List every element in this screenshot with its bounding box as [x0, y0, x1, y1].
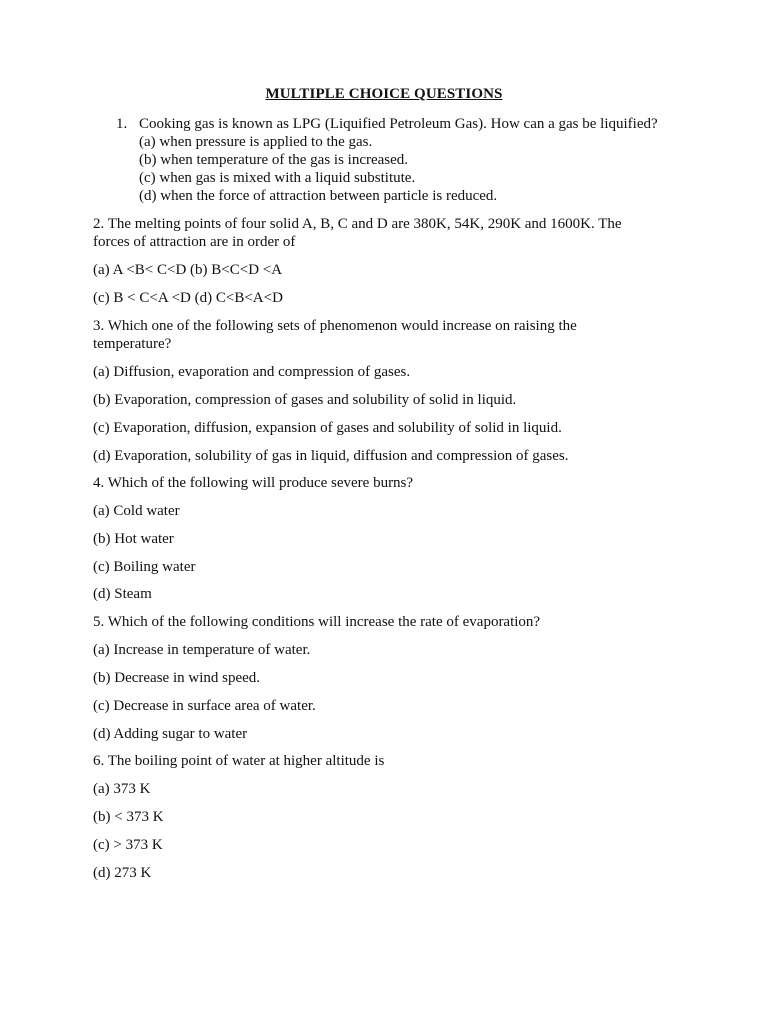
question-4-text: 4. Which of the following will produce severe burns?	[93, 475, 414, 491]
question-3-text-line-1: 3. Which one of the following sets of phenomenon would increase on raising the	[93, 318, 577, 334]
question-3-text-line-2: temperature?	[93, 336, 172, 352]
question-1-option-a: (a) when pressure is applied to the gas.	[139, 134, 373, 150]
question-3-option-b: (b) Evaporation, compression of gases and solubility of solid in liquid.	[93, 392, 517, 408]
question-1-text: Cooking gas is known as LPG (Liquified Petroleum Gas). How can a gas be liquified?	[139, 116, 658, 132]
question-3-option-a: (a) Diffusion, evaporation and compression of gases.	[93, 364, 411, 380]
question-1-option-c: (c) when gas is mixed with a liquid substitute.	[139, 170, 416, 186]
question-5-option-b: (b) Decrease in wind speed.	[93, 670, 261, 686]
question-6-option-a: (a) 373 K	[93, 781, 151, 797]
question-2-options-row-1: (a) A <B< C<D (b) B<C<D <A	[93, 262, 283, 278]
question-1-option-b: (b) when temperature of the gas is increased.	[139, 152, 409, 168]
question-2-options-row-2: (c) B < C<A <D (d) C<B<A<D	[93, 290, 283, 306]
question-6-option-d: (d) 273 K	[93, 865, 152, 881]
question-4-option-d: (d) Steam	[93, 586, 152, 602]
question-6-option-c: (c) > 373 K	[93, 837, 163, 853]
question-6-text: 6. The boiling point of water at higher altitude is	[93, 753, 385, 769]
question-5-option-d: (d) Adding sugar to water	[93, 726, 248, 742]
question-5-option-a: (a) Increase in temperature of water.	[93, 642, 311, 658]
question-3-option-c: (c) Evaporation, diffusion, expansion of gases and solubility of solid in liquid.	[93, 420, 562, 436]
question-4-option-c: (c) Boiling water	[93, 559, 196, 575]
question-2-text-line-2: forces of attraction are in order of	[93, 234, 296, 250]
question-1-number: 1.	[116, 116, 128, 132]
page-title: MULTIPLE CHOICE QUESTIONS	[265, 86, 503, 102]
question-4-option-a: (a) Cold water	[93, 503, 180, 519]
question-1-option-d: (d) when the force of attraction between particle is reduced.	[139, 188, 498, 204]
question-6-option-b: (b) < 373 K	[93, 809, 164, 825]
question-2-text-line-1: 2. The melting points of four solid A, B, C and D are 380K, 54K, 290K and 1600K. The	[93, 216, 622, 232]
question-5-text: 5. Which of the following conditions will increase the rate of evaporation?	[93, 614, 541, 630]
question-5-option-c: (c) Decrease in surface area of water.	[93, 698, 316, 714]
question-3-option-d: (d) Evaporation, solubility of gas in liquid, diffusion and compression of gases.	[93, 448, 569, 464]
question-4-option-b: (b) Hot water	[93, 531, 174, 547]
